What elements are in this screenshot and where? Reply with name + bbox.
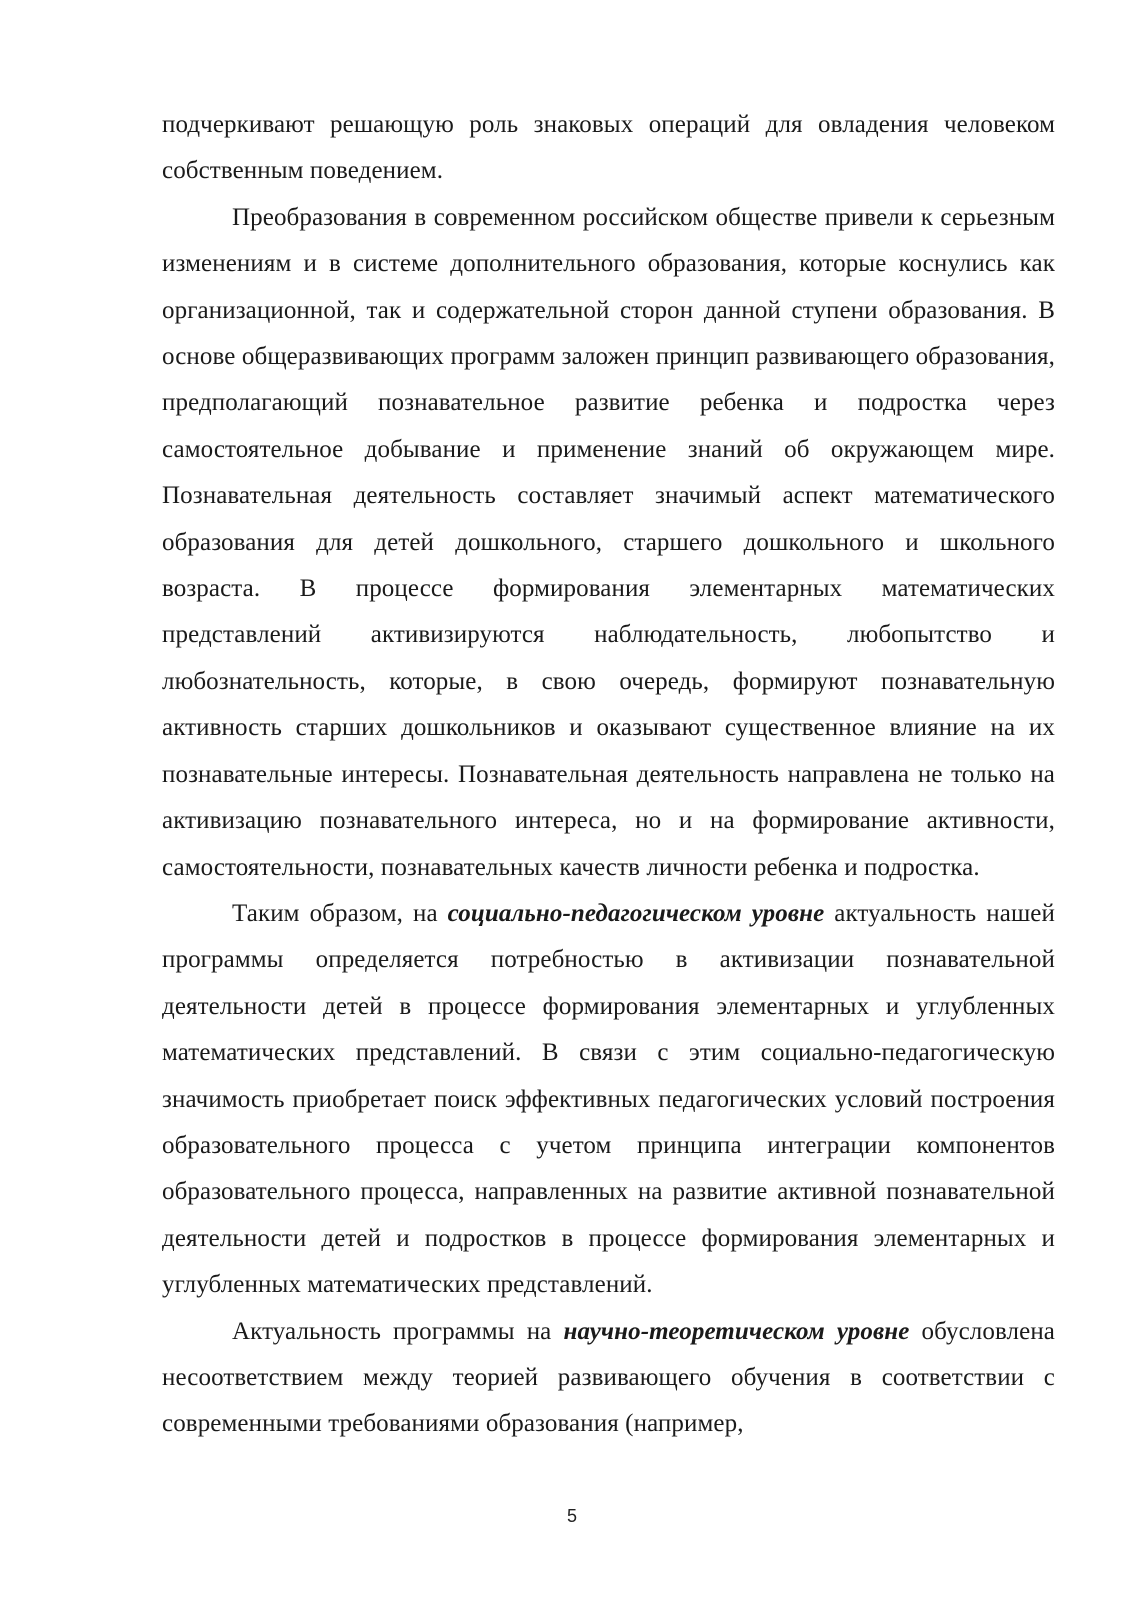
page-number: 5 <box>566 1506 577 1526</box>
emphasized-term: научно-теоретическом уровне <box>563 1317 910 1345</box>
text-run: Преобразования в современном российском обществе привели к серьезным изменениям и в системе дополнительного образования, которые коснулись как организационной, так и содержательной сторон данной ступени образования. В основе общеразвивающих программ заложен принцип развивающего образования, предполагающий познавательное развитие ребенка и подростка через самостоятельное добывание и применение знаний об окружающем мире. Познавательная деятельность составляет значимый аспект математического образования для детей дошкольного, старшего дошкольного и школьного возраста. В процессе формирования элементарных математических представлений активизируются наблюдательность, любопытство и любознательность, которые, в свою очередь, формируют познавательную активность старших дошкольников и оказывают существенное влияние на их познавательные интересы. Познавательная деятельность направлена не только на активизацию познавательного интереса, но и на формирование активности, самостоятельности, познавательных качеств личности ребенка и подростка. <box>162 203 1055 881</box>
paragraph-p2 <box>162 195 1055 891</box>
paragraph-p4 <box>162 1309 1055 1448</box>
paragraph-p1 <box>162 102 1055 195</box>
text-run: подчеркивают решающую роль знаковых операций для овладения человеком собственным поведением. <box>162 111 1055 185</box>
text-run: актуальность нашей программы определяется потребностью в активизации познавательной деятельности детей в процессе формирования элементарных и углубленных математических представлений. В связи с этим социально-педагогическую значимость приобретает поиск эффективных педагогических условий построения образовательного процесса с учетом принципа интеграции компонентов образовательного процесса, направленных на развитие активной познавательной деятельности детей и подростков в процессе формирования элементарных и углубленных математических представлений. <box>162 899 1055 1299</box>
text-run: обусловлена несоответствием между теорией развивающего обучения в соответствии с современными требованиями образования (например, <box>162 1317 1056 1438</box>
body-text <box>162 102 1055 1448</box>
paragraph-p3 <box>162 891 1055 1309</box>
text-run: Актуальность программы на <box>232 1317 564 1345</box>
text-run: Таким образом, на <box>232 899 448 927</box>
emphasized-term: социально-педагогическом уровне <box>447 899 825 927</box>
